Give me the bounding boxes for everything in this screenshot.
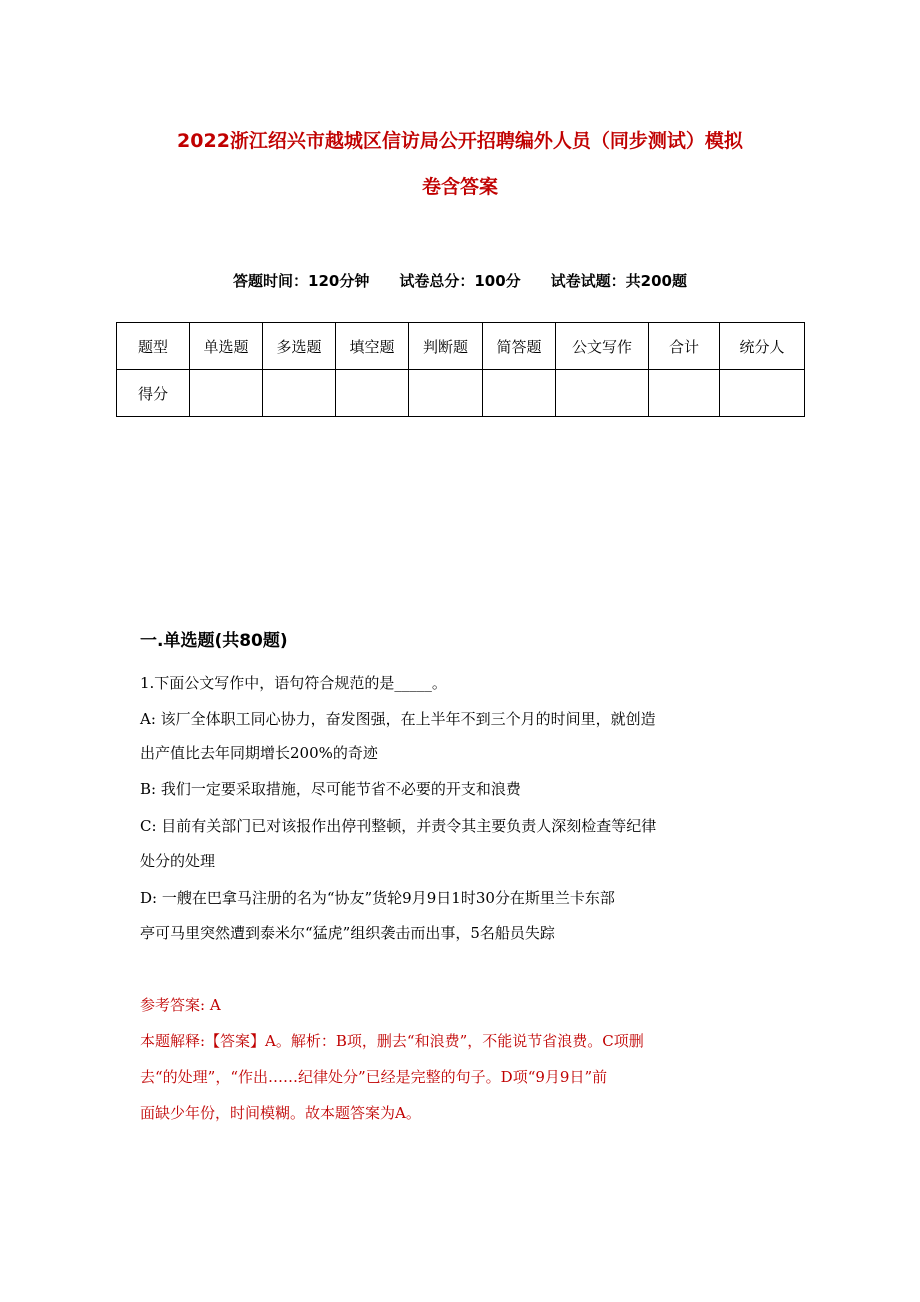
score-cell [409, 370, 483, 417]
score-table-header-cell: 判断题 [409, 323, 483, 370]
option-d-line-1: D: 一艘在巴拿马注册的名为“协友”货轮9月9日1时30分在斯里兰卡东部 [140, 889, 615, 907]
score-table-score-row [117, 370, 805, 417]
option-c-line-1: C: 目前有关部门已对该报作出停刊整顿，并责令其主要负责人深刻检查等纪律 [140, 817, 657, 835]
score-table-header-cell: 单选题 [190, 323, 263, 370]
score-cell [649, 370, 720, 417]
score-cell [556, 370, 649, 417]
option-b: B: 我们一定要采取措施，尽可能节省不必要的开支和浪费 [140, 780, 521, 798]
score-table-header-cell: 合计 [649, 323, 720, 370]
question-stem: 1.下面公文写作中，语句符合规范的是_____。 [140, 674, 447, 692]
option-a-line-2: 出产值比去年同期增长200%的奇迹 [140, 744, 378, 762]
score-table-header-cell: 题型 [117, 323, 190, 370]
score-cell [336, 370, 409, 417]
exam-time: 答题时间：120分钟 [233, 272, 370, 290]
document-title-line-1: 2022浙江绍兴市越城区信访局公开招聘编外人员（同步测试）模拟 [177, 130, 743, 152]
score-table-header-row [117, 323, 805, 370]
option-c-line-2: 处分的处理 [140, 852, 216, 870]
option-a-line-1: A: 该厂全体职工同心协力，奋发图强，在上半年不到三个月的时间里，就创造 [140, 710, 656, 728]
score-table-header-cell: 简答题 [483, 323, 556, 370]
document-title-line-2: 卷含答案 [421, 176, 498, 198]
section-heading: 一.单选题(共80题) [140, 631, 288, 651]
explanation-line-1: 本题解释:【答案】A。解析：B项，删去“和浪费”，不能说节省浪费。C项删 [140, 1032, 644, 1050]
exam-total-questions: 试卷试题：共200题 [550, 272, 687, 290]
score-cell [190, 370, 263, 417]
score-table [116, 322, 805, 417]
score-cell [483, 370, 556, 417]
explanation-line-2: 去“的处理”，“作出……纪律处分”已经是完整的句子。D项“9月9日”前 [140, 1068, 608, 1086]
score-cell [263, 370, 336, 417]
explanation-line-3: 面缺少年份，时间模糊。故本题答案为A。 [140, 1104, 421, 1122]
exam-total-score: 试卷总分：100分 [399, 272, 521, 290]
option-d-line-2: 亭可马里突然遭到泰米尔“猛虎”组织袭击而出事，5名船员失踪 [140, 924, 555, 942]
answer-text: 参考答案: A [140, 996, 221, 1014]
score-table-header-cell: 公文写作 [556, 323, 649, 370]
score-table-header-cell: 填空题 [336, 323, 409, 370]
score-table-header-cell: 统分人 [720, 323, 805, 370]
score-cell [720, 370, 805, 417]
score-table-header-cell: 多选题 [263, 323, 336, 370]
score-row-label: 得分 [117, 370, 190, 417]
exam-info [0, 270, 920, 291]
